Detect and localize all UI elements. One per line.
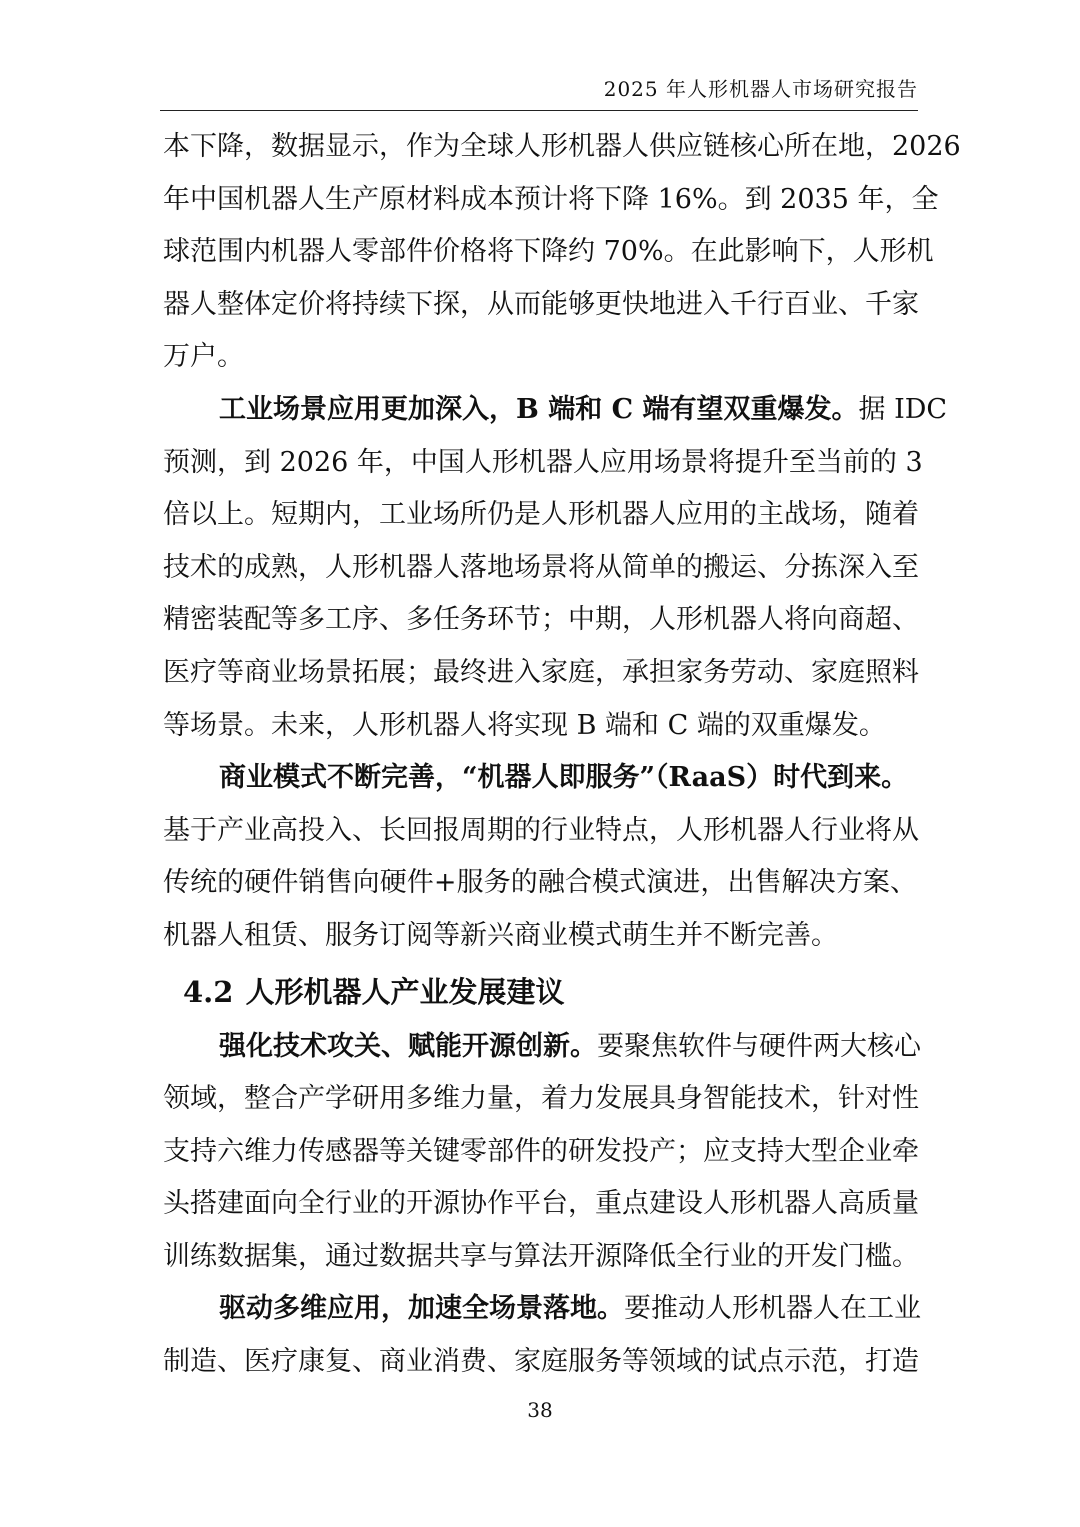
text-span: 要推动人形机器人在工业 [624, 1293, 921, 1325]
paragraph-first-line [163, 1021, 921, 1074]
paragraph-first-line [163, 752, 917, 805]
text-line: 精密装配等多工序、多任务环节；中期，人形机器人将向商超、 [163, 604, 919, 636]
text-line: 万户。 [163, 341, 244, 373]
section-title: 人形机器人产业发展建议 [245, 974, 565, 1009]
text-line: 支持六维力传感器等关键零部件的研发投产；应支持大型企业牵 [163, 1135, 919, 1167]
text-line: 等场景。未来，人形机器人将实现 B 端和 C 端的双重爆发。 [163, 709, 886, 741]
paragraph-lead: 工业场景应用更加深入，B 端和 C 端有望双重爆发。 [219, 393, 859, 425]
text-line: 年中国机器人生产原材料成本预计将下降 16%。到 2035 年，全 [163, 183, 939, 215]
running-header [160, 76, 918, 111]
page-number: 38 [527, 1398, 553, 1422]
text-line: 技术的成熟，人形机器人落地场景将从简单的搬运、分拣深入至 [163, 551, 919, 583]
header-title: 2025 年人形机器人市场研究报告 [603, 77, 918, 101]
paragraph-first-line [163, 1283, 921, 1336]
text-span: 要聚焦软件与硬件两大核心 [597, 1030, 921, 1062]
text-line: 基于产业高投入、长回报周期的行业特点，人形机器人行业将从 [163, 814, 919, 846]
paragraph-lead: 商业模式不断完善，“机器人即服务”（RaaS）时代到来。 [219, 762, 909, 794]
text-line: 头搭建面向全行业的开源协作平台，重点建设人形机器人高质量 [163, 1188, 919, 1220]
section-heading [163, 963, 917, 1021]
body-text [163, 121, 961, 1389]
paragraph-first-line [163, 384, 948, 437]
text-line: 本下降，数据显示，作为全球人形机器人供应链核心所在地，2026 [163, 131, 961, 162]
text-line: 领域，整合产学研用多维力量，着力发展具身智能技术，针对性 [163, 1083, 919, 1115]
text-line: 传统的硬件销售向硬件+服务的融合模式演进，出售解决方案、 [163, 867, 917, 899]
text-line: 训练数据集，通过数据共享与算法开源降低全行业的开发门槛。 [163, 1240, 919, 1272]
text-line: 制造、医疗康复、商业消费、家庭服务等领域的试点示范，打造 [163, 1346, 919, 1378]
text-line: 球范围内机器人零部件价格将下降约 70%。在此影响下，人形机 [163, 236, 934, 268]
text-line: 机器人租赁、服务订阅等新兴商业模式萌生并不断完善。 [163, 919, 838, 951]
paragraph-lead: 驱动多维应用，加速全场景落地。 [219, 1293, 624, 1325]
text-line: 倍以上。短期内，工业场所仍是人形机器人应用的主战场，随着 [163, 499, 919, 531]
text-line: 医疗等商业场景拓展；最终进入家庭，承担家务劳动、家庭照料 [163, 656, 919, 688]
text-line: 预测，到 2026 年，中国人形机器人应用场景将提升至当前的 3 [163, 446, 923, 478]
text-line: 器人整体定价将持续下探，从而能够更快地进入千行百业、千家 [163, 288, 919, 320]
paragraph-lead: 强化技术攻关、赋能开源创新。 [219, 1030, 597, 1062]
text-span: 据 IDC [858, 393, 948, 425]
section-number: 4.2 [183, 974, 234, 1009]
